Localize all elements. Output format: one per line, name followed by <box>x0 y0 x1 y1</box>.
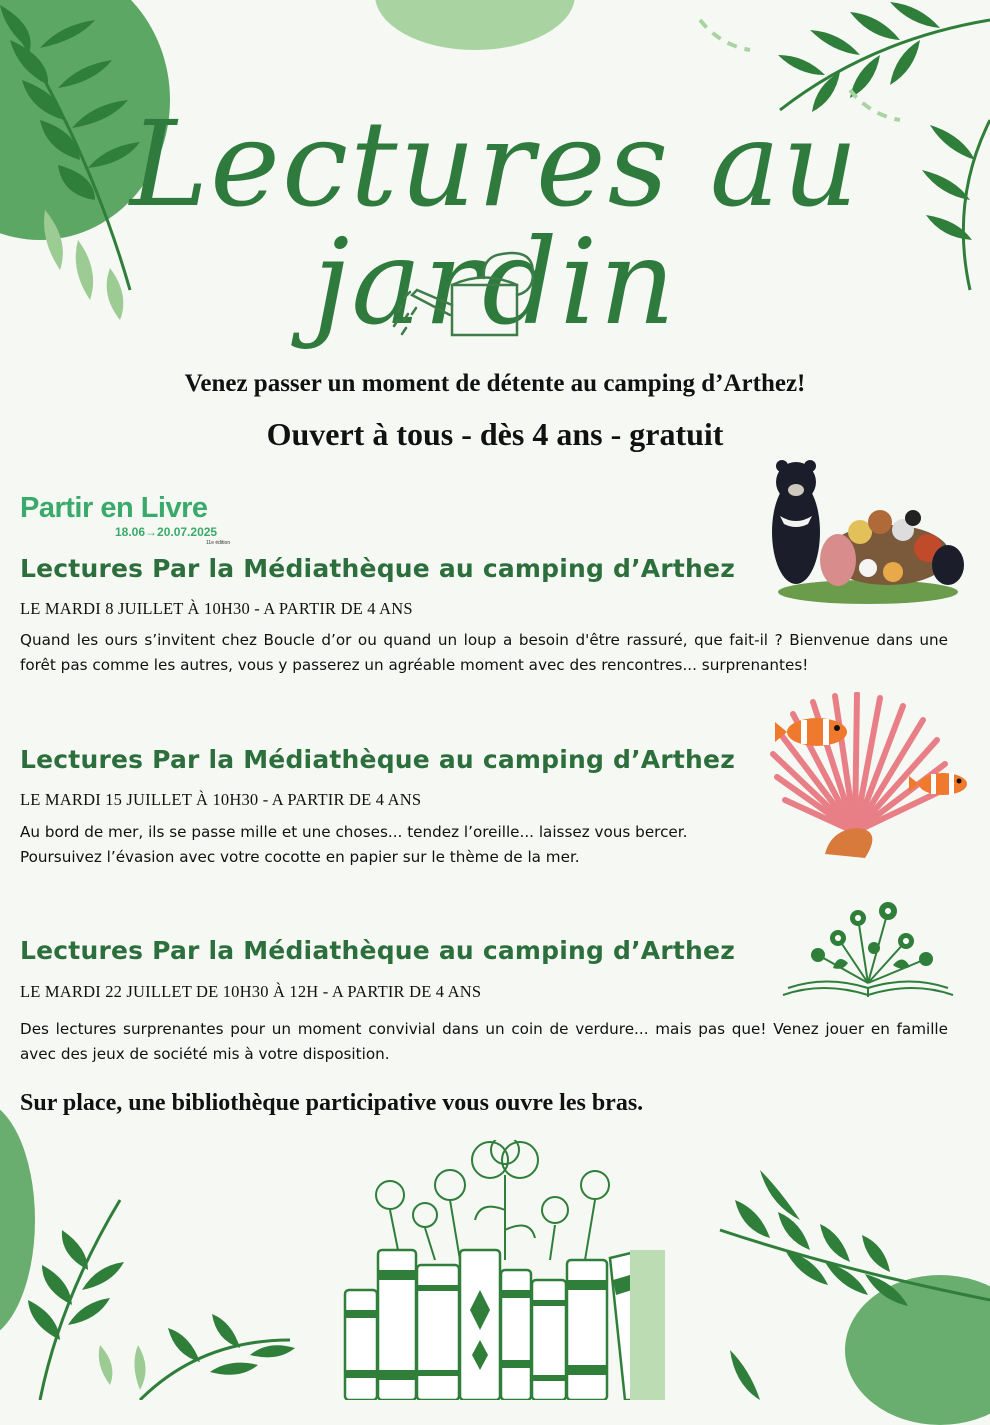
tagline: Venez passer un moment de détente au camping d’Arthez! <box>184 370 806 397</box>
event-2-description-line-2: Poursuivez l’évasion avec votre cocotte en papier sur le thème de la mer. <box>20 848 580 866</box>
flower-book-icon <box>778 893 958 1003</box>
bg-blob-top-center <box>375 0 575 50</box>
event-3-description: Des lectures surprenantes pour un moment convivial dans un coin de verdure... mais pas que! Venez jouer en famille avec des jeux de société mis à votre disposition. <box>20 1020 948 1063</box>
books-flowers-illustration <box>330 1140 670 1400</box>
leaf-branch-icon <box>0 1140 300 1400</box>
logo-edition: 11e édition <box>206 540 231 546</box>
plush-animals-image <box>768 460 978 608</box>
closing-statement: Sur place, une bibliothèque participative vous ouvre les bras. <box>20 1090 644 1116</box>
page-title: Lectures au jardin <box>129 95 861 351</box>
watering-can-icon <box>392 250 542 342</box>
logo-name: Partir en Livre <box>20 492 208 524</box>
leaf-branch-icon <box>690 1150 990 1400</box>
event-2-title: Lectures Par la Médiathèque au camping d’Arthez <box>20 745 735 774</box>
partir-en-livre-logo <box>20 492 250 546</box>
event-3-date: LE MARDI 22 JUILLET DE 10H30 À 12H - A PARTIR DE 4 ANS <box>20 982 482 1001</box>
event-2-description-line-1: Au bord de mer, ils se passe mille et une choses... tendez l’oreille... laissez vous bercer. <box>20 823 688 841</box>
event-1-date: LE MARDI 8 JUILLET À 10H30 - A PARTIR DE 4 ANS <box>20 599 413 618</box>
event-1-title: Lectures Par la Médiathèque au camping d’Arthez <box>20 554 735 583</box>
event-3-title: Lectures Par la Médiathèque au camping d’Arthez <box>20 936 735 965</box>
logo-dates: 18.06→20.07.2025 <box>115 525 218 539</box>
event-2-date: LE MARDI 15 JUILLET À 10H30 - A PARTIR DE 4 ANS <box>20 790 422 809</box>
event-1-description: Quand les ours s’invitent chez Boucle d’or ou quand un loup a besoin d'être rassuré, que fait-il ? Bienvenue dans une forêt pas comme les autres, vous y passerez un agréable moment avec des rencontres... surprenantes! <box>20 631 948 674</box>
subtagline: Ouvert à tous - dès 4 ans - gratuit <box>266 416 724 452</box>
